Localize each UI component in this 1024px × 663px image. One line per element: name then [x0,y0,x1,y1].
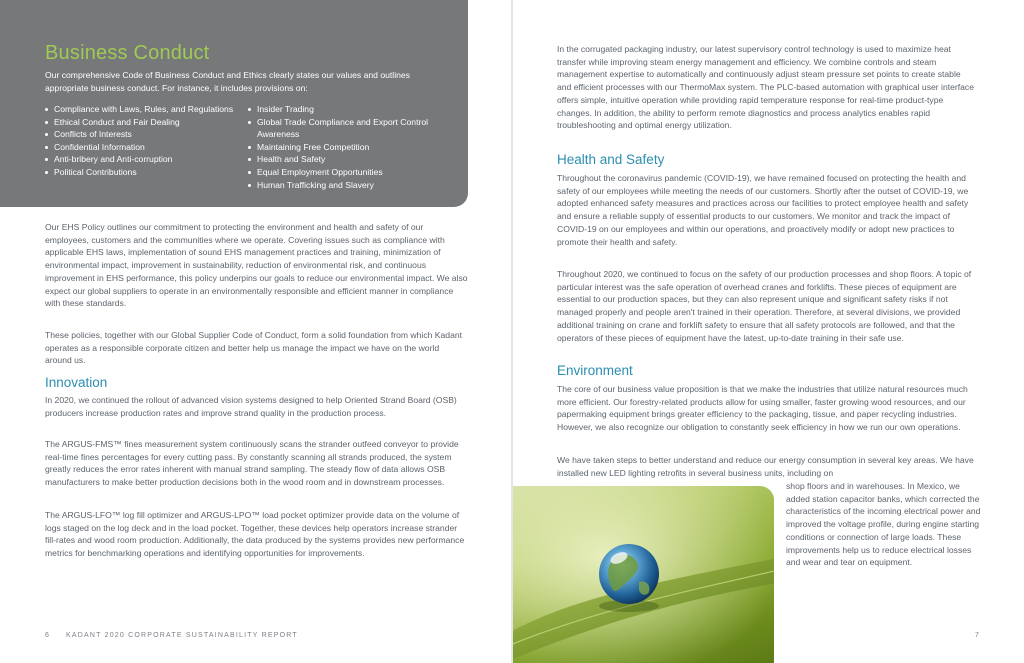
innovation-paragraph-2: The ARGUS-FMS™ fines measurement system continuously scans the strander outfeed conveyor to provide real-time fines percentages for every cutting pass. By constantly scanning all strands produced, the system greatly reduces the error rates inherent with manual strand sampling. The steady flow of data allows OSB manufacturers to make better production decisions both in the wood room and in downstream processes. [45,439,459,488]
innovation-paragraph-1: In 2020, we continued the rollout of advanced vision systems designed to help Oriented Strand Board (OSB) producers increase production rates and improve strand quality in the production process. [45,395,457,418]
innovation-paragraph-3: The ARGUS-LFO™ log fill optimizer and ARGUS-LPO™ load pocket optimizer provide data on the volume of logs staged on the log deck and in the load pocket. Together, these devices help operators increase strander fill-rates and wood room production. Additionally, the data produced by the systems provides new performance metrics for benchmarking operations and identifying opportunities for improvements. [45,510,465,559]
environment-heading: Environment [557,363,633,378]
globe-on-leaf-photo [513,486,774,663]
health-safety-heading: Health and Safety [557,152,665,167]
ehs-policy-paragraph: Our EHS Policy outlines our commitment to protecting the environment and health and safety of our employees, customers and the communities where we operate. Covering issues such as compliance with applicable EHS laws, implementation of sound EHS management practices and training, minimization of environmental impact, improvement in sustainability, reduction of environmental risk, and continuous improvement in EHS performance, this policy underpins our goals to reduce our environmental impact. We also expect our global suppliers to operate in an environmentally responsible and efficient manner in compliance with these standards. [45,222,468,309]
corrugated-paragraph: In the corrugated packaging industry, our latest supervisory control technology is used to maximize heat transfer while improving steam energy management and efficiency. We combine controls and steam management expertise to automatically and continuously adjust steam pressure set points to create stable and efficient processes with our ThermoMax system. The PLC-based automation with graphical user interface offers simple, intuitive operation while providing rapid temperature response for real-time product-type changes. In addition, the ability to perform remote diagnostics and process analytics enables rapid troubleshooting and optimal energy utilization. [557,44,975,131]
policies-foundation-paragraph: These policies, together with our Global Supplier Code of Conduct, form a solid foundation from which Kadant operates as a responsible corporate citizen and better help us manage the impact we have on the world around us. [45,330,463,366]
business-conduct-panel [0,0,468,207]
environment-paragraph-2a: We have taken steps to better understand and reduce our energy consumption in several key areas. We have installed new LED lighting retrofits in several business units, including on [557,455,974,478]
business-conduct-intro: Our comprehensive Code of Business Conduct and Ethics clearly states our values and outlines appropriate business conduct. For instance, it includes provisions on: [45,70,410,93]
provision-item: Anti-bribery and Anti-corruption [45,153,240,166]
right-page [513,0,1024,663]
provision-item: Conflicts of Interests [45,128,240,141]
provision-item: Political Contributions [45,166,240,179]
provisions-list-2 [248,103,453,191]
health-safety-paragraph-2: Throughout 2020, we continued to focus on the safety of our production processes and shop floors. A topic of particular interest was the safe operation of overhead cranes and forklifts. These pieces of equipment are essential to our production spaces, but they can also represent unique and significant safety risks if not managed properly and people aren't trained in their operation. Therefore, at several divisions, we provided additional training on crane and forklift safety to ensure that all safety protocols are followed, and that the operators of these pieces of equipment have the latest, up-to-date training in their safe use. [557,269,972,343]
right-page-number: 7 [975,632,981,639]
provision-item: Maintaining Free Competition [248,141,453,154]
provision-item: Confidential Information [45,141,240,154]
provisions-list-1 [45,103,240,179]
environment-paragraph-1: The core of our business value proposition is that we make the industries that utilize natural resources much more efficient. Our forestry-related products allow for using smaller, faster growing wood resources, and our papermaking equipment brings greater efficiency to the packaging, tissue, and paper recycling industries. However, we also recognize our obligation to constantly seek efficiency in how we run our own operations. [557,384,968,433]
environment-paragraph-2b: shop floors and in warehouses. In Mexico, we added station capacitor banks, which corrected the characteristics of the incoming electrical power and improved the voltage profile, during engine starting conditions or connection of large loads. These improvements help us to reduce electrical losses and wear and tear on equipment. [786,481,981,568]
report-title-footer: KADANT 2020 CORPORATE SUSTAINABILITY REPORT [66,632,298,639]
provision-item: Compliance with Laws, Rules, and Regulations [45,103,240,116]
provision-item: Insider Trading [248,103,453,116]
innovation-heading: Innovation [45,375,108,390]
left-page-number: 6 [45,632,51,639]
provision-item: Human Trafficking and Slavery [248,179,453,192]
globe-droplet-illustration [513,486,774,663]
business-conduct-title: Business Conduct [45,42,210,64]
provision-item: Health and Safety [248,153,453,166]
provision-item: Global Trade Compliance and Export Control Awareness [248,116,453,141]
provision-item: Equal Employment Opportunities [248,166,453,179]
provision-item: Ethical Conduct and Fair Dealing [45,116,240,129]
health-safety-paragraph-1: Throughout the coronavirus pandemic (COVID-19), we have remained focused on protecting the health and safety of our employees while meeting the needs of our customers. Shortly after the outset of COVID-19, we adopted enhanced safety measures and practices across our facilities to protect employee health and safety and ensure a reliable supply of essential products to our customers. We monitor and track the impact of COVID-19 on our employees and within our operations, and proactively modify or adopt new practices to promote their health and safety. [557,173,969,247]
